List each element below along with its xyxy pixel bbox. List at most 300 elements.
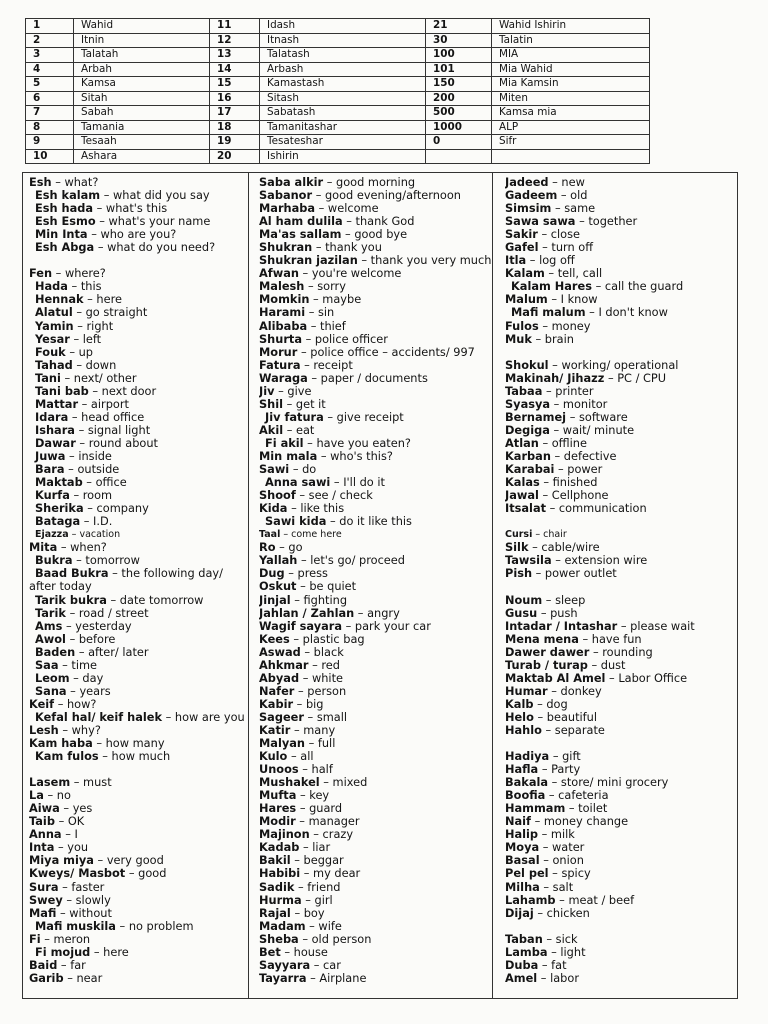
phrase-meaning: – I know xyxy=(551,292,598,307)
phrase-term: Akil xyxy=(259,422,284,437)
phrase-meaning: – angry xyxy=(357,605,400,620)
phrase-term: Intadar / Intashar xyxy=(505,618,618,633)
phrase-term: Tani xyxy=(35,370,61,385)
phrase-meaning: – big xyxy=(296,696,324,711)
phrase-meaning: – beautiful xyxy=(537,709,598,724)
phrase-meaning: – be quiet xyxy=(300,579,357,594)
phrase-term: Waraga xyxy=(259,370,308,385)
phrase-meaning: – working/ operational xyxy=(552,357,679,372)
phrase-meaning: – OK xyxy=(58,814,85,829)
phrase-meaning: after today xyxy=(29,579,92,594)
phrase-meaning: – I xyxy=(65,827,78,842)
phrase-meaning: – good morning xyxy=(326,176,416,189)
phrase-term: Amel xyxy=(505,970,538,985)
phrase-meaning: – my dear xyxy=(303,866,361,881)
phrase-meaning: – call the guard xyxy=(595,279,684,294)
phrase-term: Itsalat xyxy=(505,501,547,516)
phrase-term: Min mala xyxy=(259,448,318,463)
phrase-term: Kees xyxy=(259,631,290,646)
phrase-term: Itla xyxy=(505,253,527,268)
phrase-column-1 xyxy=(29,176,251,985)
number-word-cell: Talatin xyxy=(492,33,650,48)
phrase-meaning: – near xyxy=(67,970,103,985)
phrase-term: Kam fulos xyxy=(35,749,99,764)
phrase-meaning: – go straight xyxy=(76,305,148,320)
phrase-meaning: – fat xyxy=(541,957,567,972)
phrase-term: Fatura xyxy=(259,357,301,372)
phrase-meaning: – girl xyxy=(305,892,333,907)
phrase-meaning: – water xyxy=(542,840,585,855)
phrase-list xyxy=(22,172,738,999)
number-row xyxy=(26,62,650,77)
phrase-term: Hares xyxy=(259,801,297,816)
phrase-meaning: – no xyxy=(47,788,71,803)
phrase-term: Abyad xyxy=(259,670,300,685)
number-word-cell: Mia Wahid xyxy=(492,62,650,77)
phrase-meaning: – guard xyxy=(299,801,343,816)
number-cell: 101 xyxy=(426,62,492,77)
phrase-term: Lasem xyxy=(29,775,71,790)
phrase-meaning: – please wait xyxy=(620,618,695,633)
phrase-meaning: – boy xyxy=(294,905,325,920)
phrase-term: Baad Bukra xyxy=(35,566,109,581)
number-word-cell: Arbash xyxy=(260,62,426,77)
phrase-term: Tarik bukra xyxy=(35,592,107,607)
number-cell: 1 xyxy=(26,19,74,34)
phrase-meaning: – round about xyxy=(79,435,158,450)
number-cell: 30 xyxy=(426,33,492,48)
phrase-meaning: – money change xyxy=(534,814,629,829)
number-cell: 16 xyxy=(210,91,260,106)
number-row xyxy=(26,19,650,34)
phrase-term: Bet xyxy=(259,944,281,959)
phrase-meaning: – wait/ minute xyxy=(553,422,635,437)
number-cell xyxy=(426,149,492,164)
phrase-meaning: – good evening/afternoon xyxy=(315,188,461,203)
phrase-meaning: – get it xyxy=(286,396,326,411)
phrase-term: Shil xyxy=(259,396,284,411)
number-word-cell: Wahid Ishirin xyxy=(492,19,650,34)
phrase-term: Makinah/ Jihazz xyxy=(505,370,605,385)
phrase-meaning: – have fun xyxy=(582,631,642,646)
number-cell: 13 xyxy=(210,48,260,63)
phrase-term: Shukran xyxy=(259,240,313,255)
phrase-term: Miya miya xyxy=(29,853,94,868)
phrase-term: Esh kalam xyxy=(35,188,101,203)
phrase-meaning: – I'll do it xyxy=(333,475,385,490)
phrase-term: Nafer xyxy=(259,683,295,698)
number-word-cell: Tamanitashar xyxy=(260,120,426,135)
number-word-cell: Idash xyxy=(260,19,426,34)
phrase-term: Sherika xyxy=(35,501,84,516)
phrase-term: Degiga xyxy=(505,422,550,437)
phrase-term: Karban xyxy=(505,448,551,463)
number-cell: 10 xyxy=(26,149,74,164)
phrase-meaning: – defective xyxy=(554,448,617,463)
phrase-term: Alibaba xyxy=(259,318,308,333)
phrase-meaning: – what? xyxy=(55,176,99,189)
phrase-entry xyxy=(505,502,733,515)
number-word-cell: Kamsa mia xyxy=(492,106,650,121)
phrase-meaning: – you xyxy=(57,840,89,855)
phrase-meaning: – how much xyxy=(102,749,171,764)
phrase-meaning: – tomorrow xyxy=(76,553,140,568)
number-word-cell: Talatash xyxy=(260,48,426,63)
number-word-cell: Sifr xyxy=(492,135,650,150)
phrase-meaning: – date tomorrow xyxy=(110,592,204,607)
phrase-meaning: – wife xyxy=(309,918,342,933)
phrase-meaning: – old xyxy=(560,188,588,203)
phrase-term: Fi xyxy=(29,931,41,946)
phrase-meaning: – meat / beef xyxy=(559,892,635,907)
phrase-meaning: – head office xyxy=(71,409,145,424)
phrase-meaning: – brain xyxy=(535,331,574,346)
phrase-entry xyxy=(505,333,733,346)
phrase-meaning: – room xyxy=(73,488,113,503)
phrase-term: Esh hada xyxy=(35,201,94,216)
number-cell: 12 xyxy=(210,33,260,48)
number-cell: 9 xyxy=(26,135,74,150)
number-word-cell: Tesaah xyxy=(74,135,210,150)
phrase-entry xyxy=(505,306,733,319)
phrase-term: Esh Esmo xyxy=(35,214,96,229)
phrase-term: Madam xyxy=(259,918,306,933)
phrase-meaning: – printer xyxy=(545,383,594,398)
phrase-meaning: – log off xyxy=(529,253,575,268)
phrase-term: Sabanor xyxy=(259,188,313,203)
number-word-cell: Itnash xyxy=(260,33,426,48)
phrase-term: Swey xyxy=(29,892,63,907)
phrase-entry xyxy=(259,515,491,528)
phrase-term: Shukran jazilan xyxy=(259,253,358,268)
phrase-term: Ejazza xyxy=(35,529,69,541)
number-cell: 2 xyxy=(26,33,74,48)
phrase-meaning: – I don't know xyxy=(589,305,668,320)
phrase-term: Sageer xyxy=(259,709,304,724)
phrase-term: Sura xyxy=(29,879,59,894)
number-cell: 20 xyxy=(210,149,260,164)
phrase-meaning: – chicken xyxy=(537,905,590,920)
phrase-term: Kida xyxy=(259,501,288,516)
number-word-cell: Wahid xyxy=(74,19,210,34)
number-cell: 1000 xyxy=(426,120,492,135)
phrase-meaning: – Labor Office xyxy=(609,670,688,685)
phrase-term: Anna sawi xyxy=(265,475,331,490)
phrase-term: Kweys/ Masbot xyxy=(29,866,126,881)
phrase-term: Humar xyxy=(505,683,548,698)
phrase-term: Sheba xyxy=(259,931,299,946)
phrase-entry xyxy=(505,946,733,959)
phrase-meaning: – yesterday xyxy=(65,618,132,633)
number-word-cell: ALP xyxy=(492,120,650,135)
phrase-term: Mafi muskila xyxy=(35,918,116,933)
phrase-meaning: – offline xyxy=(542,435,587,450)
phrase-meaning: – close xyxy=(541,227,580,242)
phrase-meaning: – slowly xyxy=(66,892,111,907)
phrase-meaning: – old person xyxy=(302,931,372,946)
phrase-term: Leom xyxy=(35,670,70,685)
phrase-term: Taban xyxy=(505,931,543,946)
number-word-cell: MIA xyxy=(492,48,650,63)
phrase-term: Dawer dawer xyxy=(505,644,590,659)
phrase-meaning: – inside xyxy=(69,448,112,463)
phrase-meaning: – do xyxy=(292,462,317,477)
number-cell: 3 xyxy=(26,48,74,63)
phrase-meaning: – what did you say xyxy=(103,188,210,203)
number-word-cell: Tesateshar xyxy=(260,135,426,150)
phrase-term: La xyxy=(29,788,44,803)
phrase-meaning: – good bye xyxy=(345,227,408,242)
phrase-meaning: – police officer xyxy=(305,331,388,346)
phrase-meaning: – cable/wire xyxy=(532,540,600,555)
phrase-meaning: – years xyxy=(70,683,111,698)
phrase-term: Atlan xyxy=(505,435,539,450)
number-word-cell: Sitash xyxy=(260,91,426,106)
number-word-cell: Kamastash xyxy=(260,77,426,92)
phrase-term: Sawa sawa xyxy=(505,214,576,229)
phrase-term: Noum xyxy=(505,592,543,607)
phrase-meaning: – office xyxy=(86,475,127,490)
phrase-meaning: – separate xyxy=(545,722,605,737)
phrase-term: Mafi xyxy=(29,905,57,920)
phrase-meaning: – thank God xyxy=(346,214,415,229)
phrase-term: Sana xyxy=(35,683,67,698)
number-cell: 200 xyxy=(426,91,492,106)
phrase-entry xyxy=(259,972,491,985)
phrase-term: Lahamb xyxy=(505,892,556,907)
phrase-term: Kabir xyxy=(259,696,294,711)
phrase-meaning: – white xyxy=(302,670,344,685)
phrase-meaning: – meron xyxy=(44,931,91,946)
phrase-term: Anna xyxy=(29,827,62,842)
phrase-meaning: – up xyxy=(69,344,93,359)
phrase-term: Ams xyxy=(35,618,63,633)
phrase-meaning: – left xyxy=(73,331,102,346)
phrase-term: Moya xyxy=(505,840,540,855)
phrase-meaning: – full xyxy=(308,736,336,751)
phrase-term: Gafel xyxy=(505,240,539,255)
phrase-meaning: – software xyxy=(569,409,628,424)
phrase-meaning: – no problem xyxy=(119,918,194,933)
phrase-meaning: – without xyxy=(59,905,112,920)
phrase-meaning: – have you eaten? xyxy=(307,435,411,450)
phrase-meaning: – money xyxy=(542,318,591,333)
phrase-meaning: – half xyxy=(302,762,333,777)
phrase-term: Hammam xyxy=(505,801,566,816)
phrase-meaning: – who's this? xyxy=(320,448,393,463)
phrase-meaning: – beggar xyxy=(294,853,344,868)
phrase-term: Kadab xyxy=(259,840,300,855)
phrase-meaning: – what do you need? xyxy=(97,240,216,255)
phrase-meaning: – PC / CPU xyxy=(607,370,667,385)
phrase-term: Lesh xyxy=(29,722,59,737)
phrase-meaning: – house xyxy=(284,944,328,959)
phrase-term: Ishara xyxy=(35,422,75,437)
phrase-term: Garib xyxy=(29,970,64,985)
phrase-meaning: – good xyxy=(128,866,167,881)
phrase-meaning: – toilet xyxy=(568,801,608,816)
spacer xyxy=(505,515,733,528)
phrase-meaning: – Airplane xyxy=(310,970,367,985)
number-word-cell: Sabah xyxy=(74,106,210,121)
phrase-meaning: – where? xyxy=(55,266,106,281)
phrase-term: Wagif sayara xyxy=(259,618,343,633)
phrase-term: Tarik xyxy=(35,605,66,620)
phrase-term: Dug xyxy=(259,566,285,581)
phrase-term: Dijaj xyxy=(505,905,534,920)
phrase-meaning: – turn off xyxy=(542,240,594,255)
phrase-term: Gadeem xyxy=(505,188,558,203)
phrase-meaning: – thief xyxy=(310,318,346,333)
phrase-meaning: – see / check xyxy=(299,488,373,503)
phrase-meaning: – outside xyxy=(68,462,120,477)
phrase-meaning: – gift xyxy=(552,749,581,764)
phrase-term: Harami xyxy=(259,305,306,320)
phrase-meaning: – mixed xyxy=(323,775,368,790)
phrase-meaning: – do it like this xyxy=(329,514,412,529)
phrase-term: Turab / turap xyxy=(505,657,588,672)
phrase-term: Habibi xyxy=(259,866,301,881)
number-row xyxy=(26,106,650,121)
phrase-term: Shurta xyxy=(259,331,302,346)
phrase-entry xyxy=(505,567,733,580)
phrase-term: Sawi xyxy=(259,462,290,477)
phrase-term: Aswad xyxy=(259,644,301,659)
phrase-meaning: – far xyxy=(60,957,86,972)
phrase-term: Bakala xyxy=(505,775,549,790)
phrase-meaning: – how many xyxy=(96,736,165,751)
phrase-term: Kam haba xyxy=(29,736,93,751)
phrase-term: Kefal hal/ keif halek xyxy=(35,709,162,724)
phrase-term: Kalam xyxy=(505,266,545,281)
phrase-term: Jiv xyxy=(259,383,275,398)
phrase-term: Taal xyxy=(259,529,281,541)
phrase-meaning: – communication xyxy=(549,501,647,516)
phrase-meaning: – let's go/ proceed xyxy=(300,553,405,568)
phrase-term: Pish xyxy=(505,566,533,581)
phrase-term: Syasya xyxy=(505,396,551,411)
phrase-meaning: – push xyxy=(540,605,578,620)
phrase-meaning: – all xyxy=(290,749,314,764)
phrase-entry xyxy=(505,972,733,985)
phrase-meaning: – Cellphone xyxy=(542,488,609,503)
phrase-term: Silk xyxy=(505,540,529,555)
phrase-term: Lamba xyxy=(505,944,548,959)
phrase-term: Mafi malum xyxy=(511,305,586,320)
number-word-cell: Ashara xyxy=(74,149,210,164)
phrase-meaning: – extension wire xyxy=(555,553,648,568)
phrase-meaning: – key xyxy=(300,788,330,803)
phrase-meaning: – tell, call xyxy=(548,266,603,281)
number-row xyxy=(26,149,650,164)
phrase-meaning: – like this xyxy=(291,501,345,516)
phrase-term: Fi akil xyxy=(265,435,304,450)
phrase-term: Unoos xyxy=(259,762,299,777)
phrase-term: Hurma xyxy=(259,892,302,907)
phrase-entry xyxy=(29,359,251,372)
phrase-term: Sadik xyxy=(259,879,295,894)
phrase-term: Fen xyxy=(29,266,53,281)
phrase-term: Tahad xyxy=(35,357,73,372)
phrase-meaning: – spicy xyxy=(552,866,591,881)
phrase-term: Kalb xyxy=(505,696,534,711)
phrase-meaning: – new xyxy=(552,176,585,189)
phrase-term: Jawal xyxy=(505,488,539,503)
phrase-meaning: – before xyxy=(69,631,116,646)
phrase-meaning: – eat xyxy=(286,422,315,437)
phrase-meaning: – come here xyxy=(283,529,342,541)
phrase-meaning: – black xyxy=(304,644,344,659)
phrase-entry xyxy=(29,972,251,985)
phrase-meaning: – must xyxy=(73,775,112,790)
phrase-term: Sakir xyxy=(505,227,538,242)
phrase-meaning: – small xyxy=(307,709,348,724)
number-word-cell: Tamania xyxy=(74,120,210,135)
phrase-term: Tani bab xyxy=(35,383,89,398)
phrase-meaning: – very good xyxy=(97,853,164,868)
phrase-meaning: – how are you xyxy=(165,709,245,724)
phrase-term: Saba alkir xyxy=(259,176,324,189)
phrase-term: Jiv fatura xyxy=(265,409,324,424)
phrase-meaning: – chair xyxy=(535,529,567,541)
number-word-cell: Mia Kamsin xyxy=(492,77,650,92)
phrase-term: Al ham dulila xyxy=(259,214,343,229)
phrase-term: Maktab Al Amel xyxy=(505,670,606,685)
phrase-meaning: – light xyxy=(551,944,586,959)
phrase-entry xyxy=(29,241,251,254)
number-cell: 5 xyxy=(26,77,74,92)
phrase-term: Bernamej xyxy=(505,409,567,424)
number-cell: 7 xyxy=(26,106,74,121)
number-word-cell: Kamsa xyxy=(74,77,210,92)
phrase-term: Marhaba xyxy=(259,201,316,216)
number-cell: 100 xyxy=(426,48,492,63)
phrase-term: Kulo xyxy=(259,749,288,764)
phrase-meaning: – faster xyxy=(62,879,105,894)
phrase-term: Morur xyxy=(259,344,298,359)
phrase-meaning: – monitor xyxy=(553,396,608,411)
phrase-meaning: – day xyxy=(73,670,104,685)
phrase-term: Esh xyxy=(29,176,52,189)
phrase-meaning: – press xyxy=(288,566,328,581)
phrase-meaning: – maybe xyxy=(313,292,362,307)
phrase-meaning: – this xyxy=(71,279,102,294)
phrase-meaning: – store/ mini grocery xyxy=(551,775,669,790)
phrase-term: Gusu xyxy=(505,605,538,620)
phrase-term: Saa xyxy=(35,657,59,672)
phrase-meaning: – thank you very much xyxy=(361,253,491,268)
phrase-term: Sawi kida xyxy=(265,514,327,529)
phrase-meaning: – here xyxy=(87,292,122,307)
phrase-meaning: – salt xyxy=(543,879,574,894)
phrase-meaning: – next/ other xyxy=(64,370,137,385)
phrase-term: Baden xyxy=(35,644,76,659)
phrase-term: Esh Abga xyxy=(35,240,95,255)
phrase-meaning: – I.D. xyxy=(83,514,113,529)
phrase-meaning: – airport xyxy=(81,396,129,411)
phrase-meaning: – down xyxy=(76,357,117,372)
phrase-term: Hada xyxy=(35,279,68,294)
phrase-meaning: – power outlet xyxy=(535,566,617,581)
phrase-meaning: – dust xyxy=(591,657,626,672)
phrase-meaning: – person xyxy=(297,683,347,698)
phrase-meaning: – many xyxy=(293,722,336,737)
phrase-term: Karabai xyxy=(505,462,555,477)
phrase-term: Maktab xyxy=(35,475,83,490)
number-row xyxy=(26,77,650,92)
number-cell: 14 xyxy=(210,62,260,77)
phrase-term: Oskut xyxy=(259,579,297,594)
